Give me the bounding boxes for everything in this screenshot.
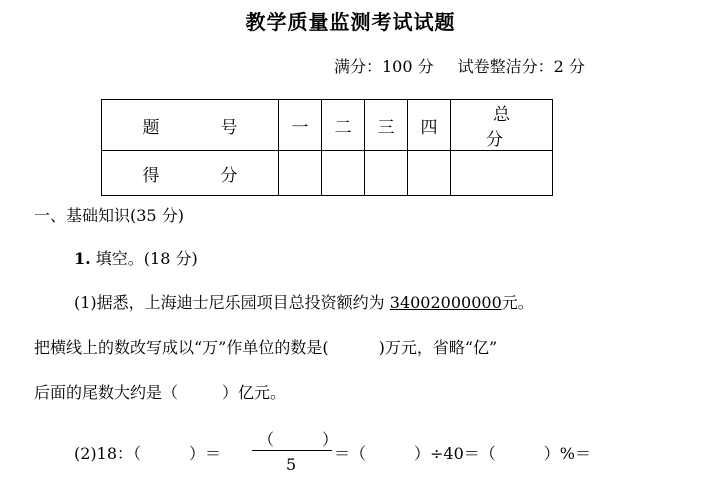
question-1-number: 1. — [74, 249, 91, 268]
score-info — [334, 54, 585, 77]
header-part-1: 一 — [279, 100, 322, 151]
score-table-score-row — [102, 151, 553, 196]
neatness-score: 试卷整洁分：2 分 — [457, 57, 585, 76]
score-cell-3[interactable] — [365, 151, 408, 196]
item-1-underlined-value: 34002000000 — [389, 293, 502, 312]
item-1-line-1 — [74, 290, 534, 313]
score-cell-4[interactable] — [408, 151, 451, 196]
score-cell-total[interactable] — [451, 151, 553, 196]
header-part-4: 四 — [408, 100, 451, 151]
fraction-numerator[interactable]: （ ） — [258, 430, 339, 449]
item-1-line-3-part-b: ）亿元。 — [222, 383, 287, 402]
header-total: 总 分 — [451, 100, 553, 151]
item-1-line-2-part-a: 把横线上的数改写成以“万”作单位的数是( — [34, 338, 329, 357]
fraction-denominator: 5 — [286, 455, 297, 474]
question-1 — [74, 246, 198, 269]
score-table-header-row — [102, 100, 553, 151]
page-title: 教学质量监测考试试题 — [245, 10, 456, 34]
item-1-line-2 — [34, 335, 497, 358]
header-question-no: 题 号 — [102, 100, 279, 151]
item-2-suffix: ＝（ ）÷40＝（ ）%＝ — [334, 444, 591, 463]
header-part-2: 二 — [322, 100, 365, 151]
score-cell-1[interactable] — [279, 151, 322, 196]
row-label-score: 得 分 — [102, 151, 279, 196]
item-2-prefix: (2)18：（ ）＝ — [74, 444, 222, 463]
score-table — [101, 99, 553, 196]
item-1-line-2-part-b: )万元，省略“亿” — [378, 338, 498, 357]
item-1-line-3-part-a: 后面的尾数大约是（ — [34, 383, 179, 402]
full-score: 满分：100 分 — [334, 57, 434, 76]
item-1-unit: 元。 — [501, 293, 534, 312]
score-cell-2[interactable] — [322, 151, 365, 196]
item-1-prefix: (1)据悉，上海迪士尼乐园项目总投资额约为 — [74, 293, 390, 312]
question-1-text: 填空。(18 分) — [95, 249, 198, 268]
item-1-line-3 — [34, 380, 286, 403]
header-part-3: 三 — [365, 100, 408, 151]
fraction-bar — [252, 450, 332, 451]
section-heading: 一、基础知识(35 分) — [34, 206, 184, 225]
